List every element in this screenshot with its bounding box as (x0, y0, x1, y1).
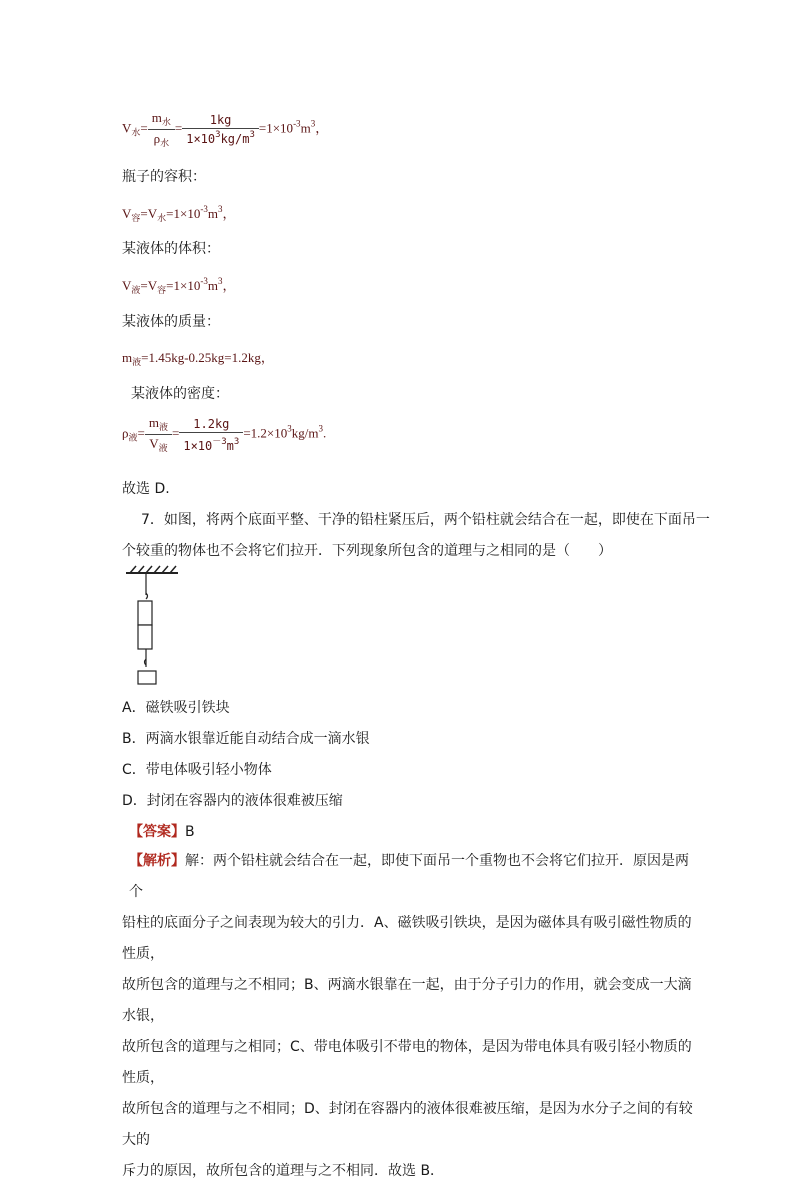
formula-bottle-capacity: $V_容=V_水=1\times 10^{-3}m^3$， (122, 204, 236, 223)
formula-liquid-density: $\rho_液=$ $\frac{m_液}{V_液}$ = $\frac{1.2kg}{1\times 10^{-3}m^3}$ $=1.2\times 10^3kg/m^3$. (122, 415, 327, 453)
answer-value: B (185, 824, 195, 840)
answer-select-d: 故选 D. (122, 481, 170, 497)
formula-liquid-mass: $m_液=1.45kg-0.25kg=1.2kg$， (122, 350, 274, 367)
formula-water-volume: $V_水=$ $\frac{m_水}{\rho_水}$ = $\frac{1kg}{1\times 10^3kg/m^3}$ $=1\times 10^{-3}m^3$， (122, 110, 329, 148)
upper-lead-cylinder (138, 601, 152, 625)
question-7-stem-line1: 7．如图，将两个底面平整、干净的铅柱紧压后，两个铅柱就会结合在一起，即使在下面吊一 (141, 512, 710, 528)
option-b: B．两滴水银靠近能自动结合成一滴水银 (122, 731, 370, 747)
formula-liquid-volume: $V_液=V_容=1\times 10^{-3}m^3$， (122, 276, 236, 295)
fraction-values: $\frac{1kg}{1\times 10^3kg/m^3}$ (182, 113, 259, 146)
label-liquid-volume: 某液体的体积： (122, 241, 220, 257)
analysis-paragraph (122, 846, 702, 1187)
label-liquid-density: 某液体的密度： (131, 386, 229, 402)
analysis-label: 【解析】 (129, 853, 185, 869)
hanging-weight (138, 671, 156, 684)
analysis-line-1: 解：两个铅柱就会结合在一起，即使下面吊一个重物也不会将它们拉开．原因是两个 (129, 853, 689, 900)
answer-label: 【答案】 (129, 824, 185, 840)
analysis-line-4: 故所包含的道理与之相同；C、带电体吸引不带电的物体，是因为带电体具有吸引轻小物质的性质， (122, 1039, 692, 1086)
option-a: A．磁铁吸引铁块 (122, 700, 230, 716)
label-liquid-mass: 某液体的质量： (122, 314, 220, 330)
analysis-line-5: 故所包含的道理与之不相同；D、封闭在容器内的液体很难被压缩，是因为水分子之间的有较大的 (122, 1101, 693, 1148)
analysis-line-3: 故所包含的道理与之不相同；B、两滴水银靠在一起，由于分子引力的作用，就会变成一大滴水银， (122, 977, 692, 1024)
analysis-line-2: 铅柱的底面分子之间表现为较大的引力．A、磁铁吸引铁块，是因为磁体具有吸引磁性物质的性质， (122, 915, 692, 962)
option-c: C．带电体吸引轻小物体 (122, 762, 272, 778)
lower-lead-cylinder (138, 625, 152, 649)
fraction-m-over-rho: $\frac{m_水}{\rho_水}$ (148, 110, 175, 149)
fraction-density-values: $\frac{1.2kg}{1\times 10^{-3}m^3}$ (179, 417, 243, 453)
option-d: D．封闭在容器内的液体很难被压缩 (122, 793, 343, 809)
question-7-stem-line2: 个较重的物体也不会将它们拉开．下列现象所包含的道理与之相同的是（ ） (122, 543, 612, 559)
label-bottle-capacity: 瓶子的容积： (122, 169, 206, 185)
fraction-m-over-v: $\frac{m_液}{V_液}$ (145, 415, 172, 454)
ceiling-hatch (126, 566, 178, 573)
lead-cylinder-figure (122, 563, 182, 693)
answer-line (129, 821, 195, 841)
analysis-line-6: 斥力的原因，故所包含的道理与之不相同．故选 B． (122, 1163, 445, 1179)
